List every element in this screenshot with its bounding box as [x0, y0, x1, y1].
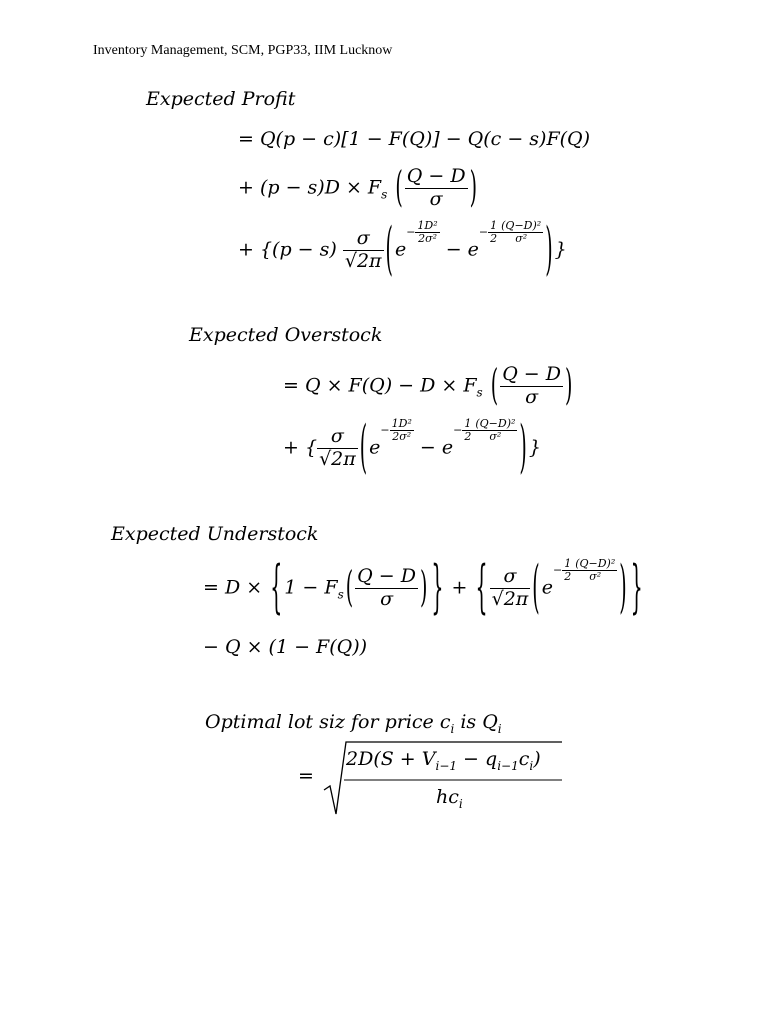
expected-overstock-line1	[283, 364, 574, 409]
exp1-denominator: 2σ²	[415, 232, 439, 245]
num-sub-3: i	[529, 759, 534, 773]
right-paren: )	[419, 564, 428, 613]
left-paren: (	[395, 164, 403, 213]
understock-exp-den: 2	[564, 570, 572, 584]
left-big-paren: (	[359, 415, 368, 482]
understock-frac-den: σ	[355, 588, 418, 611]
num-part-2: − q	[457, 748, 498, 770]
understock-sqrt-arg: 2π	[503, 587, 529, 610]
overstock-frac-num: Q − D	[502, 363, 561, 385]
overstock-exp-minus-1: −	[380, 423, 390, 437]
understock-plus: +	[451, 576, 468, 599]
expected-overstock-line2: + { $\frac{\sigma}{√2\pi}$ ( e− $\frac{\text{1D²}}{\text{2σ²}}$ − e− $\frac{1}{2}$ $\frac{\text{(Q−D)²}}{\text{σ²}}$ ) }	[283, 415, 541, 482]
optimal-lot-title-pre: Optimal lot siz for price c	[205, 711, 451, 733]
exp-base-2: e	[467, 238, 479, 261]
understock-one-minus: 1 − F	[284, 576, 338, 599]
num-part-1: 2D(S + V	[346, 748, 436, 770]
right-paren: )	[469, 164, 477, 213]
optimal-lot-title	[205, 711, 502, 736]
expected-profit-line1: = Q(p − c)[1 − F(Q)] − Q(c − s)F(Q)	[238, 128, 591, 150]
exp-base-1: e	[394, 238, 407, 261]
overstock-exp2-den: 2	[464, 430, 472, 444]
sigma-numerator: σ	[356, 227, 370, 249]
understock-line1-lead: = D ×	[203, 576, 269, 599]
right-paren: )	[565, 362, 573, 411]
optimal-lot-denominator	[436, 786, 463, 811]
exp2-numerator: 1	[490, 219, 498, 232]
sqrt-argument: 2π	[356, 249, 382, 272]
overstock-closing-brace: }	[528, 436, 541, 459]
optimal-lot-title-sub: i	[450, 722, 455, 736]
overstock-exp2-num: 1	[464, 417, 472, 430]
overstock-exp1-num: 1D²	[391, 417, 412, 430]
left-curly-2: {	[475, 555, 488, 622]
expected-profit-line3: + {(p − s) $\frac{\sigma}{√2\pi}$ ( e− $\frac{\text{1D²}}{\text{2σ²}}$ − e− $\frac{1}{2}$ $\frac{\text{(Q−D)²}}{\text{σ²}}$ ) }	[238, 217, 567, 284]
overstock-exp-minus-2: −	[453, 423, 463, 437]
exp2-denominator: 2	[490, 232, 498, 246]
left-paren: (	[345, 564, 354, 613]
expected-profit-title: Expected Profit	[146, 88, 296, 110]
overstock-exp2-num-2: (Q−D)²	[475, 417, 516, 430]
overstock-exp-base-1: e	[369, 436, 381, 459]
right-big-paren: )	[619, 555, 627, 622]
overstock-line2-lead: + {	[283, 436, 318, 459]
understock-exp-den-2: σ²	[573, 570, 617, 583]
num-sub-1: i−1	[435, 759, 458, 773]
right-big-paren: )	[519, 415, 527, 482]
left-paren: (	[490, 362, 499, 411]
num-part-3: c	[518, 748, 530, 770]
right-curly-2: }	[630, 555, 643, 622]
overstock-sigma: σ	[330, 425, 344, 447]
overstock-fs-subscript: s	[476, 385, 483, 400]
understock-exp-num-2: (Q−D)²	[575, 557, 616, 570]
line2-lead: + (p − s)D × F	[238, 176, 382, 199]
overstock-exp2-den-2: σ²	[473, 430, 517, 443]
closing-brace: }	[554, 238, 567, 261]
exp1-numerator: 1D²	[417, 219, 438, 232]
expected-understock-line2: − Q × (1 − F(Q))	[203, 636, 368, 658]
expected-overstock-title: Expected Overstock	[189, 324, 383, 346]
overstock-sqrt-arg: 2π	[331, 447, 356, 470]
optimal-lot-title-sub2: i	[497, 722, 502, 736]
understock-fs-subscript: s	[337, 587, 344, 602]
understock-exp-minus: −	[552, 563, 563, 577]
running-header: Inventory Management, SCM, PGP33, IIM Lucknow	[93, 43, 393, 58]
understock-sigma: σ	[503, 565, 517, 587]
expected-understock-title: Expected Understock	[111, 523, 319, 545]
right-curly: }	[431, 555, 444, 622]
fs-subscript: s	[381, 187, 388, 202]
understock-exp-num: 1	[564, 557, 572, 570]
exp2-numerator-2: (Q−D)²	[501, 219, 542, 232]
exp-minus-2: −	[478, 225, 489, 239]
overstock-line1-lead: = Q × F(Q) − D × F	[283, 374, 477, 397]
right-big-paren: )	[545, 217, 553, 284]
fraction-denominator: σ	[405, 188, 468, 211]
understock-exp-base: e	[541, 576, 553, 599]
fraction-numerator: Q − D	[406, 165, 466, 187]
left-big-paren: (	[532, 555, 540, 622]
exp-minus-1: −	[406, 225, 416, 239]
num-part-end: )	[533, 748, 541, 770]
overstock-exp-base-2: e	[441, 436, 454, 459]
exp2-denominator-2: σ²	[499, 232, 543, 245]
den-sub: i	[458, 797, 463, 811]
overstock-frac-den: σ	[500, 386, 563, 409]
optimal-lot-numerator	[346, 748, 541, 773]
left-curly: {	[270, 555, 283, 622]
expected-profit-line2	[238, 166, 479, 211]
num-sub-2: i−1	[497, 759, 519, 773]
optimal-lot-title-mid: is Q	[454, 711, 498, 733]
optimal-lot-equals: =	[298, 765, 314, 787]
den-part: hc	[436, 786, 459, 808]
expected-understock-line1: = D × { $1 - F_s$ ( $\frac{Q - D}{\sigma}$ ) } + { $\frac{\sigma}{√2\pi}$ ( e− $\frac{1}{2}$ $\frac{\text{(Q−D)²}}{\text{σ²}}$ ) }	[203, 555, 643, 622]
overstock-exp1-den: 2σ²	[390, 430, 414, 443]
line3-lead: + {(p − s)	[238, 238, 337, 261]
left-big-paren: (	[385, 217, 393, 284]
understock-frac-num: Q − D	[357, 565, 416, 587]
